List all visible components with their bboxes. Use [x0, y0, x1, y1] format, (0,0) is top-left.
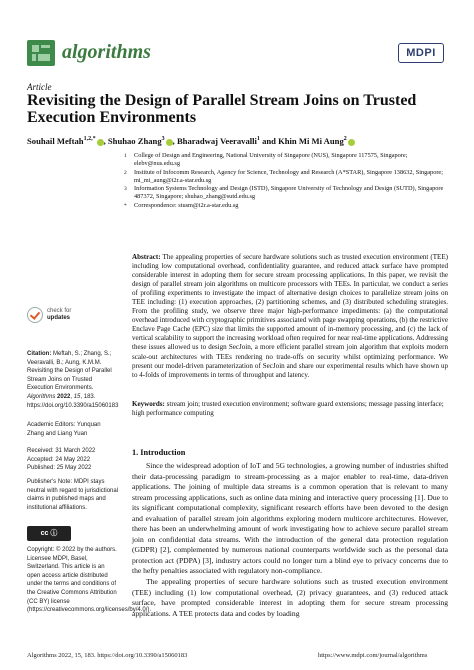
cc-by-license-icon[interactable]: cc ⓘ [27, 526, 71, 541]
affiliation-list [124, 152, 454, 210]
citation-text: Meftah, S.; Zhang, S.; Veeravalli, B.; Aung, K.M.M. Revisiting the Design of Parallel Stream Joins on Trusted Execution Environments. Algorithms 2022, 15, 183. https://doi.org/10.3390/a15060183 [27, 351, 119, 409]
keywords-label: Keywords: [132, 400, 165, 408]
author-name: Shuhao Zhang [107, 136, 162, 146]
journal-name: algorithms [62, 41, 151, 63]
published-date: Published: 25 May 2022 [27, 465, 92, 472]
journal-link[interactable]: https://www.mdpi.com/journal/algorithms [318, 652, 428, 659]
abstract [132, 253, 448, 380]
orcid-icon[interactable] [166, 139, 173, 146]
abstract-text: The appealing properties of secure hardware solutions such as trusted execution environment (TEE) including low computational overhead, confidentiality guarantee, and reduced attack surface have prompted considerable interest in adopting them for secure stream processing applications. In this paper, we revisit the design of parallel stream join algorithms on multicore processors with TEEs. In particular, we conduct a series of profiling experiments to investigate the impact of alternative design choices to parallelize stream joins on TEE including: (1) execution approaches, (2) partitioning schemes, and (3) distributed scheduling strategies. From the profiling study, we observe three major high-performance impediments: (a) the computational overhead introduced with cryptographic primitives associated with page swapping operations, (b) the restrictive Enclave Page Cache (EPC) size that limits the supported amount of in-memory processing, and (c) the lack of vertical scalability to support the increasing workload often required for near real-time applications. Addressing these issues allowed us to design SecJoin, a more efficient parallel stream join algorithm that exploits modern scale-out architectures with TEEs rendering no trade-offs on security whilst optimizing performance. We present our model-driven parameterization of SecJoin and share our experimental results which have shown up to 4-folds of improvements in terms of throughput and latency. [132, 253, 449, 379]
author-affiliation-mark: 2 [343, 136, 347, 143]
affiliation-item: 1 College of Design and Engineering, National University of Singapore (NUS), Singapore 117575, Singapore; elebv@nus.edu.sg [124, 152, 408, 168]
author-name: Souhail Meftah [27, 136, 84, 146]
received-date: Received: 31 March 2022 [27, 448, 96, 454]
paragraph: The appealing properties of secure hardware solutions such as trusted execution environment (TEE) including (1) low computational overhead, (2) privacy guarantees, and (3) reduced attack surface, have prompted considerable interest in adopting them for secure stream processing applications. A TEE protects data and codes by loading [132, 577, 448, 618]
affiliation-item: 3 Information Systems Technology and Design (ISTD), Singapore University of Technology and Design (SUTD), Singapore 487372, Singapore; shuhao_zhang@sutd.edu.sg [124, 185, 444, 201]
author-name: Khin Mi Mi Aung [278, 136, 344, 146]
journal-logo-icon [27, 40, 55, 66]
check-updates-label: check for updates [47, 308, 72, 321]
affiliation-item: * Correspondence: stusm@i2r.a-star.edu.sg [124, 201, 239, 209]
author-affiliation-mark: 1,2,* [83, 136, 96, 143]
citation-block: Citation: Meftah, S.; Zhang, S.; Veeravalli, B.; Aung, K.M.M. Revisiting the Design of Parallel Stream Joins on Trusted Execution Environments. Algorithms 2022, 15, 183. https://doi.org/10.3390/a15060183 [27, 351, 119, 409]
author-name: Bharadwaj Veeravalli [176, 136, 257, 146]
abstract-label: Abstract: [132, 253, 161, 261]
check-updates-icon [27, 307, 43, 323]
section-heading: 1. Introduction [132, 448, 186, 457]
dates-block [27, 447, 119, 473]
publisher-note: Publisher's Note: MDPI stays neutral with regard to jurisdictional claims in published maps and institutional affiliations. [27, 479, 119, 511]
citation-doi-link[interactable]: https://doi.org/10.3390/a15060183 [27, 402, 119, 409]
keywords [132, 400, 448, 418]
footer-citation: Algorithms 2022, 15, 183. https://doi.org/10.3390/a15060183 [27, 652, 188, 659]
article-type: Article [27, 82, 52, 92]
orcid-icon[interactable] [348, 139, 355, 146]
publisher-logo: MDPI [398, 43, 444, 63]
author-list: Souhail Meftah$^{1,2,*}$ , Shuhao Zhang$^3$ , Bharadwaj Veeravalli$^1$ and Khin Mi Mi Aung$^2$ [27, 136, 457, 146]
keywords-text: stream join; trusted execution environment; software guard extensions; message passing interface; high performance computing [132, 400, 444, 417]
paragraph: Since the widespread adoption of IoT and 5G technologies, a growing number of industries shifted their data-processing paradigm to stream-processing as a major enabler to real-time, data-driven applications. The joining of multiple data streams is a common operation that is relevant to many stream processing applications, such as online data mining and interactive query processing [1]. Due to its significant computational complexity, significant research efforts have been devoted to the design and evaluation of parallel stream join algorithms exploring modern multicore architectures. However, there has been an underwhelming amount of work investigating how to achieve secure parallel stream join on confidential data streams. With the introduction of the general data protection regulation (GDPR) [2], complemented by numerous national counterparts worldwide such as the personal data protection act (PDPA) [3], industry actors could no longer turn a blind eye to privacy concerns due to the hefty penalties associated with regulatory non-compliance. [132, 461, 448, 576]
check-for-updates-button[interactable] [27, 307, 89, 327]
body-text [132, 461, 448, 619]
copyright-text: Copyright: © 2022 by the authors. Licensee MDPI, Basel, Switzerland. This article is an open access article distributed under the terms and conditions of the Creative Commons Attribution (CC BY) license (https://creativecommons.org/licenses/by/4.0/). [27, 547, 152, 614]
accepted-date: Accepted: 24 May 2022 [27, 456, 91, 463]
academic-editors: Academic Editors: Yunquan Zhang and Liang Yuan [27, 422, 101, 437]
article-title: Revisiting the Design of Parallel Stream Joins on Trusted Execution Environments [27, 92, 417, 126]
author-affiliation-mark: 3 [161, 136, 165, 143]
orcid-icon[interactable] [97, 139, 104, 146]
author-affiliation-mark: 1 [256, 136, 260, 143]
affiliation-item: 2 Institute of Infocomm Research, Agency for Science, Technology and Research (A*STAR), Singapore 138632, Singapore; mi_mi_aung@i2r.a-star.edu.sg [124, 168, 443, 184]
